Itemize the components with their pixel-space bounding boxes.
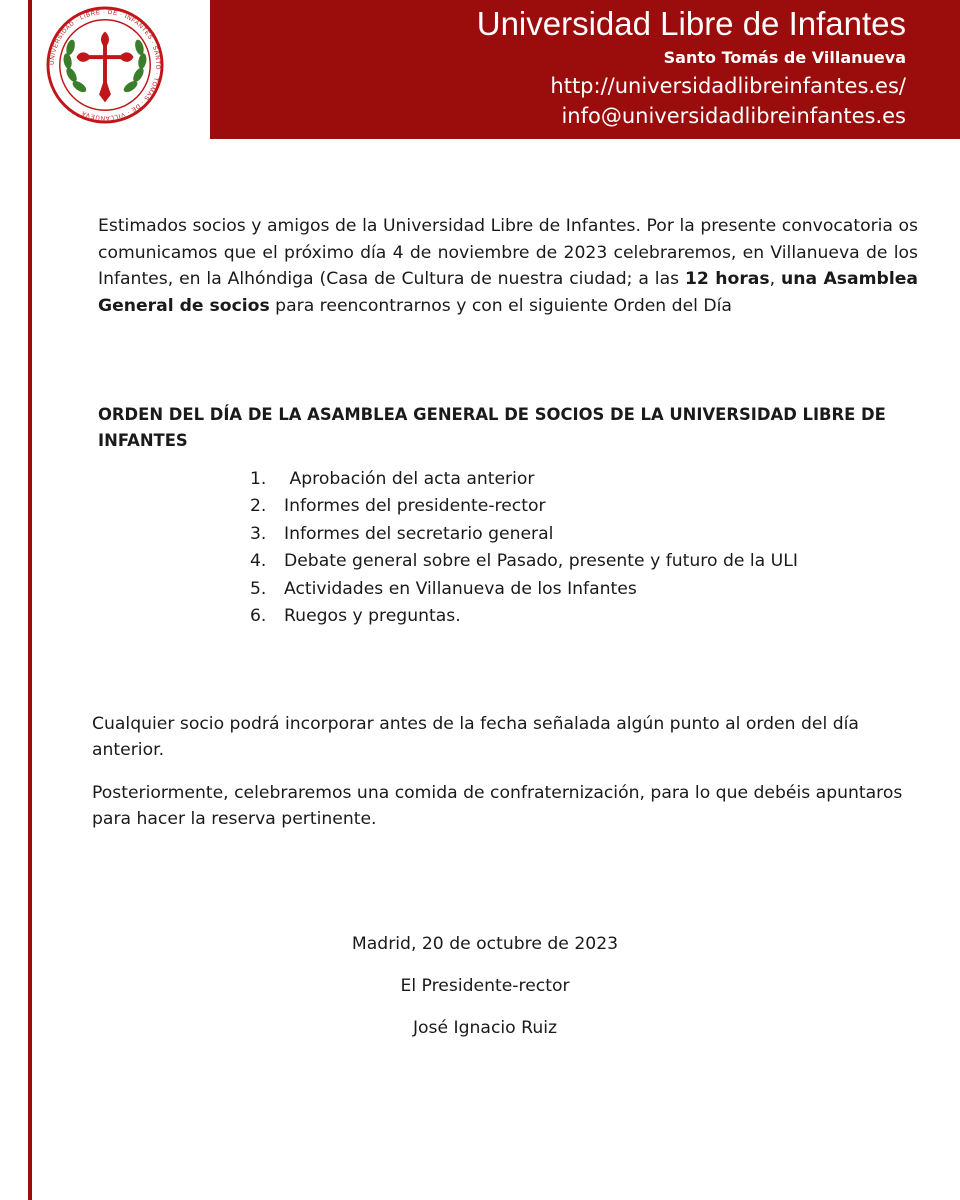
agenda-item-number: 2. [250, 496, 267, 517]
agenda-item-number: 1. [250, 469, 267, 489]
agenda-item [250, 548, 798, 575]
signature-date: Madrid, 20 de octubre de 2023 [351, 934, 619, 954]
signature-name: José Ignacio Ruiz [412, 1018, 558, 1038]
website-link[interactable]: http://universidadlibreinfantes.es/ [550, 74, 906, 98]
agenda-item-number: 5. [250, 578, 267, 599]
intro-text-1: Estimados socios y amigos de la Universidad Libre de Infantes. Por la presente convocatoria os comunicamos que el próximo día 4 de noviembre de 2023 celebraremos, en Villanueva de los Infantes, en la Alhóndiga (Casa de Cultura de nuestra ciudad; a las [98, 216, 918, 290]
agenda-item-number: 6. [250, 606, 267, 627]
email-link[interactable]: info@universidadlibreinfantes.es [561, 104, 906, 128]
agenda-item-text: Debate general sobre el Pasado, presente y futuro de la ULI [284, 551, 798, 572]
agenda-item [250, 493, 798, 520]
agenda-item-text: Informes del secretario general [284, 523, 554, 544]
agenda-item [250, 603, 798, 630]
agenda-heading: ORDEN DEL DÍA DE LA ASAMBLEA GENERAL DE SOCIOS DE LA UNIVERSIDAD LIBRE DE INFANTES [98, 405, 886, 450]
seal-ring-text: UNIVERSIDAD · LIBRE · DE · INFANTES · SANTO · TOMÁS · DE · VILLANUEVA [48, 8, 162, 122]
left-accent-bar [28, 0, 32, 1200]
agenda-item [250, 521, 798, 548]
signature-role: El Presidente-rector [400, 976, 570, 996]
agenda-item-number: 3. [250, 523, 267, 544]
agenda-item [250, 576, 798, 603]
note-paragraph-lunch: Posteriormente, celebraremos una comida de confraternización, para lo que debéis apuntaros para hacer la reserva pertinente. [92, 783, 903, 829]
agenda-item-text: Actividades en Villanueva de los Infantes [284, 578, 637, 599]
organization-subtitle: Santo Tomás de Villanueva [663, 48, 906, 67]
intro-text-3: para reencontrarnos y con el siguiente Orden del Día [269, 295, 732, 316]
intro-time-bold: 12 horas [684, 269, 770, 290]
agenda-item [250, 466, 798, 493]
note-paragraph-proposals: Cualquier socio podrá incorporar antes de la fecha señalada algún punto al orden del día anterior. [92, 714, 859, 760]
agenda-item-text: Informes del presidente-rector [284, 496, 546, 517]
letterhead-band [210, 0, 960, 139]
university-seal-logo [46, 6, 164, 124]
intro-text-2: , [769, 269, 781, 290]
agenda-item-text: Ruegos y preguntas. [284, 606, 461, 627]
organization-title: Universidad Libre de Infantes [476, 5, 906, 42]
agenda-item-number: 4. [250, 551, 267, 572]
agenda-list [250, 466, 798, 630]
agenda-item-text: Aprobación del acta anterior [284, 469, 535, 489]
intro-assembly-bold: una Asamblea General de socios [98, 269, 918, 316]
intro-paragraph [98, 213, 918, 319]
